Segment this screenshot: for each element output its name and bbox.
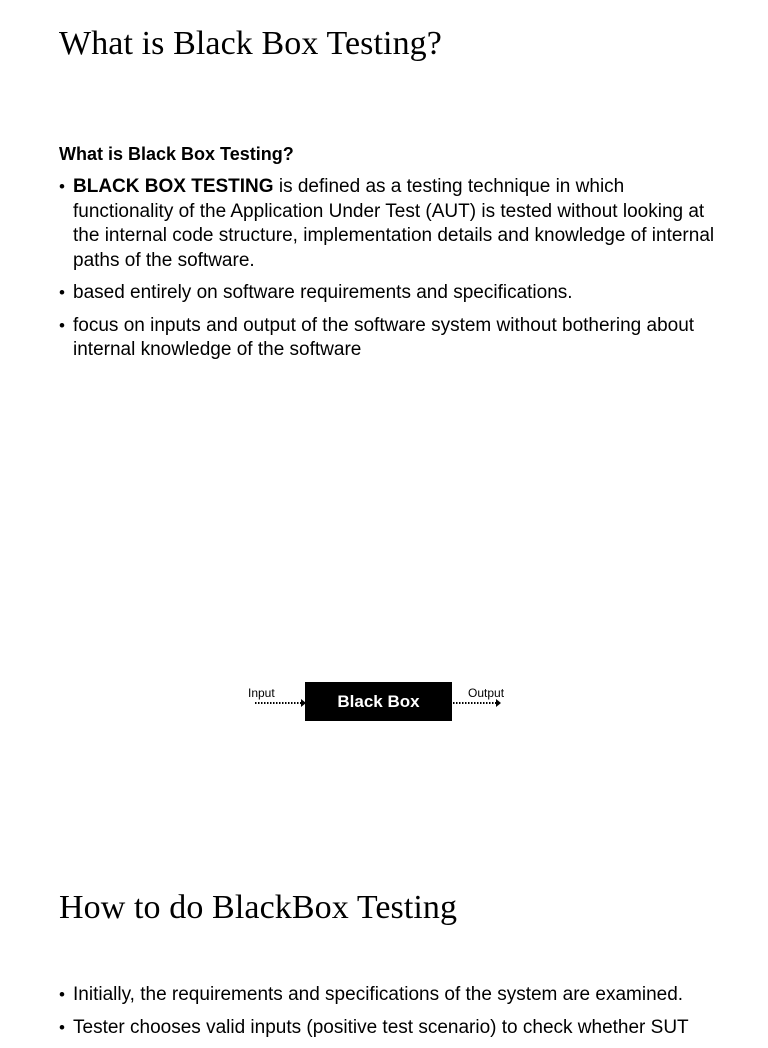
bullet-item [59,281,719,306]
output-label: Output [468,686,505,700]
black-box-diagram [245,682,515,722]
bullet-dot: • [59,283,65,302]
bullet-item [59,1016,719,1041]
bullet-list [59,175,719,371]
bullet-item [59,983,719,1008]
bullet-text: Tester chooses valid inputs (positive test scenario) to check whether SUT [73,1016,689,1038]
bullet-dot: • [59,1017,65,1037]
bullet-item [59,314,719,363]
section-title: How to do BlackBox Testing [59,889,458,926]
bullet-item [59,175,719,273]
bullet-dot: • [59,177,65,196]
bullet-dot: • [59,315,65,335]
bullet-text: based entirely on software requirements and specifications. [73,282,573,303]
input-label: Input [248,686,275,700]
bullet-text: focus on inputs and output of the software system without bothering about internal knowledge of the software [73,314,695,360]
bullet-text: Initially, the requirements and specifications of the system are examined. [73,984,684,1005]
section-title: What is Black Box Testing? [59,25,442,62]
sub-heading: What is Black Box Testing? [59,144,294,164]
output-arrow-head [496,699,501,707]
bullet-dot: • [59,985,65,1004]
bold-term: BLACK BOX TESTING [73,176,274,197]
black-box: Black Box [305,682,452,721]
bullet-list [59,983,719,1048]
bullet-text: is defined as a testing technique in which functionality of the Application Under Test (AUT) is tested without looking at the internal code structure, implementation details and knowledge of internal paths of the software. [73,176,715,271]
